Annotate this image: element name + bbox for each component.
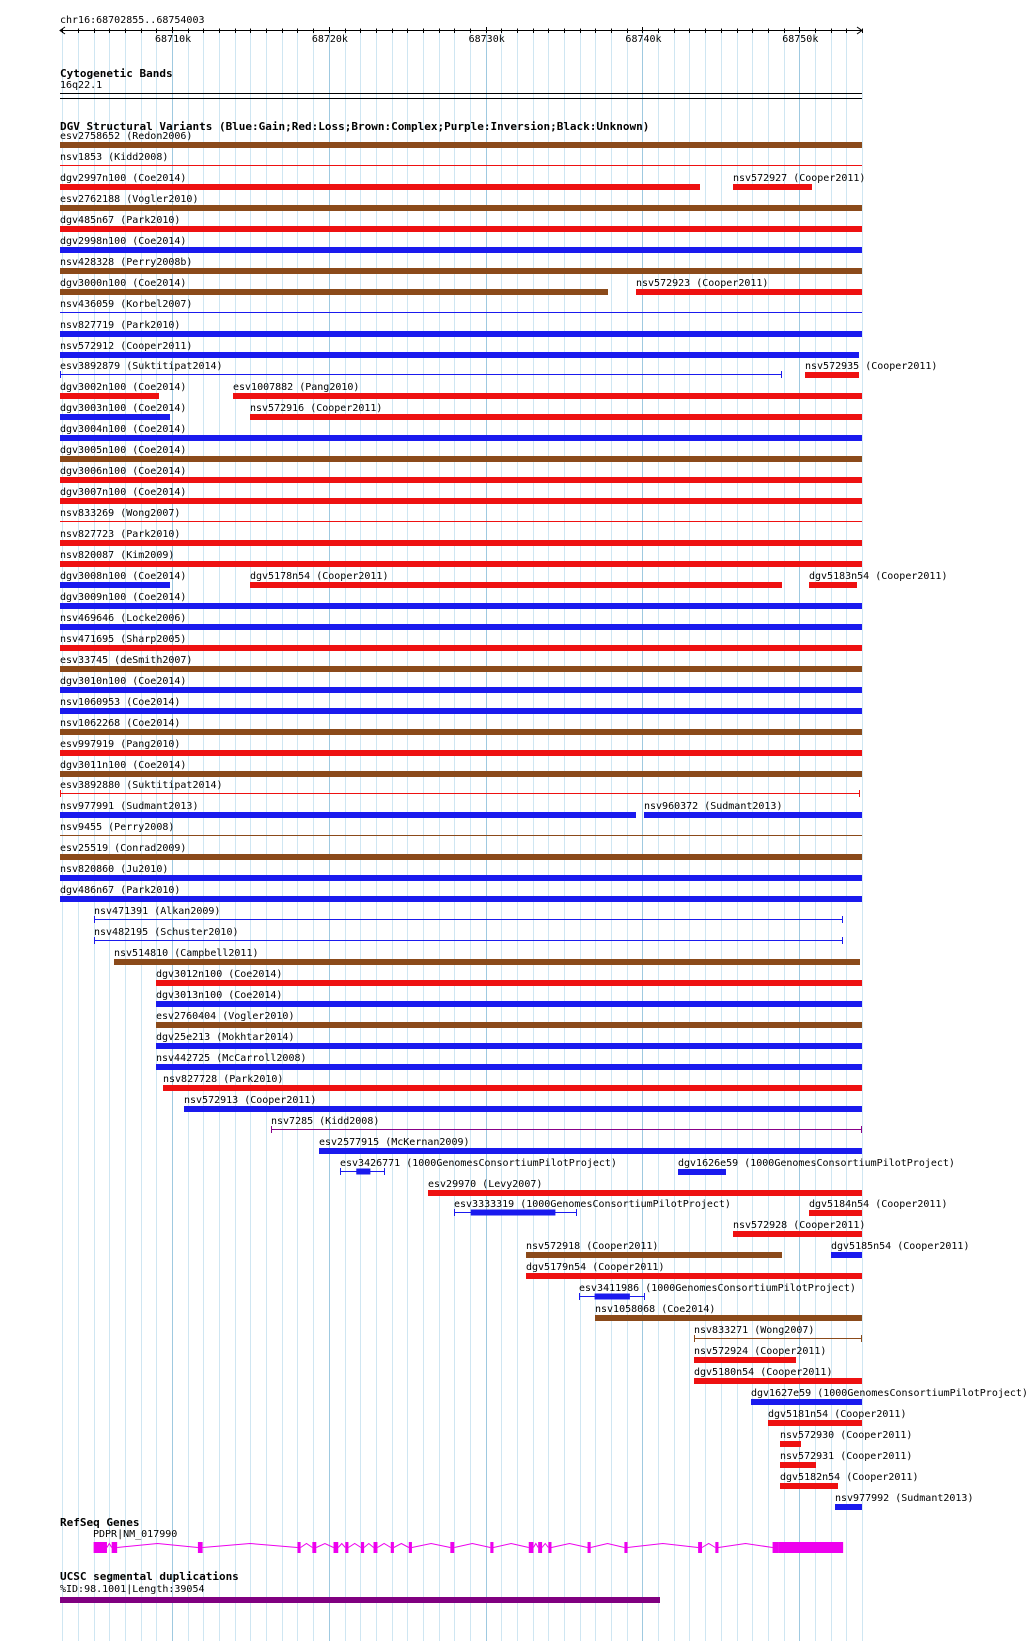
sv-label[interactable]: nsv827728 (Park2010) xyxy=(163,1073,284,1085)
gene-intron xyxy=(412,1544,450,1548)
track-separator xyxy=(60,98,862,99)
sv-feature[interactable] xyxy=(60,771,862,777)
ruler-position-label: chr16:68702855..68754003 xyxy=(60,15,205,26)
sv-label[interactable]: esv3426771 (1000GenomesConsortiumPilotProject) xyxy=(340,1157,617,1169)
gene-intron xyxy=(316,1544,333,1548)
sv-feature[interactable] xyxy=(60,521,862,522)
gene-exon xyxy=(374,1542,378,1553)
sv-label[interactable]: nsv572927 (Cooper2011) xyxy=(733,172,866,184)
sv-label[interactable]: esv997919 (Pang2010) xyxy=(60,738,181,750)
sv-label[interactable]: esv2762188 (Vogler2010) xyxy=(60,193,199,205)
sv-label[interactable]: dgv3013n100 (Coe2014) xyxy=(156,989,283,1001)
gene-intron xyxy=(493,1544,528,1548)
sv-label[interactable]: dgv485n67 (Park2010) xyxy=(60,214,181,226)
gene-intron xyxy=(117,1544,198,1548)
sv-feature[interactable] xyxy=(233,393,862,399)
sv-label[interactable]: nsv820087 (Kim2009) xyxy=(60,550,175,561)
sv-label[interactable]: dgv3010n100 (Coe2014) xyxy=(60,675,187,687)
sv-feature[interactable] xyxy=(780,1483,838,1489)
gene-exon xyxy=(538,1542,542,1553)
gene-intron xyxy=(551,1544,587,1548)
sv-feature[interactable] xyxy=(250,414,862,420)
sv-feature[interactable] xyxy=(60,582,170,588)
sv-feature[interactable] xyxy=(60,456,862,462)
sv-feature[interactable] xyxy=(114,959,860,965)
sv-label[interactable]: nsv572931 (Cooper2011) xyxy=(780,1450,913,1462)
gene-intron xyxy=(702,1544,715,1548)
sv-feature[interactable] xyxy=(60,666,862,672)
gene-exon xyxy=(588,1542,591,1553)
sv-label[interactable]: dgv5182n54 (Cooper2011) xyxy=(780,1471,919,1483)
sv-feature[interactable] xyxy=(60,370,784,380)
sv-label[interactable]: dgv3008n100 (Coe2014) xyxy=(60,570,187,582)
gene-intron xyxy=(533,1544,538,1548)
sv-feature[interactable] xyxy=(526,1273,862,1279)
sv-feature[interactable] xyxy=(644,812,862,818)
sv-label[interactable]: esv25519 (Conrad2009) xyxy=(60,843,187,855)
sv-feature[interactable] xyxy=(60,268,862,274)
sv-feature[interactable] xyxy=(60,393,159,399)
gene-exon xyxy=(715,1542,718,1553)
sv-feature[interactable] xyxy=(60,561,862,567)
sv-feature[interactable] xyxy=(94,915,845,925)
sv-feature[interactable] xyxy=(60,205,862,211)
sv-label[interactable]: dgv1626e59 (1000GenomesConsortiumPilotProject) xyxy=(678,1157,955,1169)
sv-feature[interactable] xyxy=(780,1441,801,1447)
sv-label[interactable]: nsv9455 (Perry2008) xyxy=(60,822,175,834)
sv-label[interactable]: dgv5183n54 (Cooper2011) xyxy=(809,570,948,582)
ruler-tick-label: 68710k xyxy=(155,34,192,45)
gene-intron xyxy=(718,1544,772,1548)
sv-label[interactable]: nsv572923 (Cooper2011) xyxy=(636,277,769,289)
sv-label[interactable]: nsv442725 (McCarroll2008) xyxy=(156,1052,307,1064)
gene-intron xyxy=(338,1544,345,1548)
sv-feature[interactable] xyxy=(340,1167,387,1177)
sv-label[interactable]: nsv572924 (Cooper2011) xyxy=(694,1346,827,1358)
sv-label[interactable]: nsv960372 (Sudmant2013) xyxy=(644,801,783,813)
sv-feature[interactable] xyxy=(60,498,862,504)
sv-label[interactable]: esv2758652 (Redon2006) xyxy=(60,131,193,142)
sv-label[interactable]: dgv3000n100 (Coe2014) xyxy=(60,277,187,289)
gene-intron xyxy=(301,1544,313,1548)
sv-feature[interactable] xyxy=(60,435,862,441)
sv-feature[interactable] xyxy=(60,854,862,860)
sv-feature[interactable] xyxy=(60,165,862,166)
sv-feature[interactable] xyxy=(250,582,782,588)
sv-label[interactable]: dgv5181n54 (Cooper2011) xyxy=(768,1408,907,1420)
sv-feature[interactable] xyxy=(184,1106,862,1112)
gene-exon xyxy=(698,1542,702,1553)
sv-feature[interactable] xyxy=(60,312,862,313)
gene-exon xyxy=(312,1542,316,1553)
sv-feature[interactable] xyxy=(831,1252,862,1258)
refseq-track-title: RefSeq Genes xyxy=(60,1516,140,1529)
sv-label[interactable]: nsv977991 (Sudmant2013) xyxy=(60,801,199,813)
dgv-track-title: DGV Structural Variants (Blue:Gain;Red:Loss;Brown:Complex;Purple:Inversion;Black:Unknown) xyxy=(60,120,650,133)
gene-exon xyxy=(778,1542,843,1553)
sv-feature[interactable] xyxy=(780,1462,816,1468)
sv-label[interactable]: dgv5180n54 (Cooper2011) xyxy=(694,1367,833,1379)
sv-feature[interactable] xyxy=(60,414,170,420)
sv-feature[interactable] xyxy=(60,247,862,253)
ruler-tick-label: 68720k xyxy=(311,34,348,45)
gene-intron xyxy=(107,1544,112,1548)
sv-feature[interactable] xyxy=(636,289,862,295)
sv-feature[interactable] xyxy=(60,184,700,190)
gene-exon xyxy=(334,1542,339,1553)
sv-block xyxy=(356,1168,370,1174)
sv-label[interactable]: esv3411986 (1000GenomesConsortiumPilotProject) xyxy=(579,1283,856,1295)
sv-label[interactable]: nsv820860 (Ju2010) xyxy=(60,864,169,876)
segdup-label: %ID:98.1001|Length:39054 xyxy=(60,1584,205,1595)
sv-label[interactable]: nsv428328 (Perry2008b) xyxy=(60,256,193,268)
sv-feature[interactable] xyxy=(751,1399,862,1405)
coordinate-ruler xyxy=(0,0,890,60)
sv-feature[interactable] xyxy=(60,352,859,358)
sv-label[interactable]: esv33745 (deSmith2007) xyxy=(60,654,193,666)
sv-feature[interactable] xyxy=(694,1334,864,1344)
sv-label[interactable]: nsv827723 (Park2010) xyxy=(60,529,181,541)
cytoband-bar xyxy=(60,93,862,94)
sv-label[interactable]: dgv5185n54 (Cooper2011) xyxy=(831,1241,970,1253)
sv-label[interactable]: dgv5179n54 (Cooper2011) xyxy=(526,1262,665,1274)
sv-feature[interactable] xyxy=(694,1357,796,1363)
sv-feature[interactable] xyxy=(60,729,862,735)
sv-feature[interactable] xyxy=(60,812,636,818)
sv-label[interactable]: nsv572913 (Cooper2011) xyxy=(184,1094,317,1106)
gene-exon xyxy=(490,1542,493,1553)
sv-label[interactable]: esv3333319 (1000GenomesConsortiumPilotProject) xyxy=(454,1199,731,1211)
sv-label[interactable]: nsv436059 (Korbel2007) xyxy=(60,298,193,310)
sv-feature[interactable] xyxy=(60,750,862,756)
sv-feature[interactable] xyxy=(60,835,862,836)
sv-label[interactable]: nsv1058068 (Coe2014) xyxy=(595,1304,716,1316)
sv-feature[interactable] xyxy=(60,708,862,714)
gene-exon xyxy=(409,1542,412,1553)
sv-label[interactable]: dgv3002n100 (Coe2014) xyxy=(60,382,187,394)
sv-label[interactable]: nsv572935 (Cooper2011) xyxy=(805,361,938,373)
sv-label[interactable]: nsv482195 (Schuster2010) xyxy=(94,927,239,939)
cytoband-label: 16q22.1 xyxy=(60,80,103,91)
gene-exon xyxy=(94,1542,107,1553)
sv-label[interactable]: dgv3009n100 (Coe2014) xyxy=(60,591,187,603)
ruler-tick-label: 68740k xyxy=(625,34,662,45)
sv-label[interactable]: esv2577915 (McKernan2009) xyxy=(319,1136,470,1148)
refseq-gene-model[interactable] xyxy=(0,1540,890,1556)
gene-exon xyxy=(297,1542,300,1553)
sv-feature[interactable] xyxy=(60,624,862,630)
sv-label[interactable]: dgv3007n100 (Coe2014) xyxy=(60,487,187,499)
ruler-tick-label: 68730k xyxy=(468,34,505,45)
sv-feature[interactable] xyxy=(60,331,862,337)
sv-feature[interactable] xyxy=(60,226,862,232)
gene-exon xyxy=(773,1542,778,1553)
segdup-feature[interactable] xyxy=(60,1597,660,1603)
sv-label[interactable]: nsv833269 (Wong2007) xyxy=(60,508,181,520)
sv-feature[interactable] xyxy=(595,1315,862,1321)
gene-exon xyxy=(548,1542,551,1553)
sv-feature[interactable] xyxy=(60,477,862,483)
sv-block xyxy=(595,1294,630,1300)
sv-label[interactable]: nsv1853 (Kidd2008) xyxy=(60,151,169,163)
sv-label[interactable]: dgv5178n54 (Cooper2011) xyxy=(250,570,389,582)
sv-label[interactable]: dgv3012n100 (Coe2014) xyxy=(156,969,283,980)
sv-feature[interactable] xyxy=(805,372,859,378)
sv-label[interactable]: esv3892880 (Suktitipat2014) xyxy=(60,780,223,792)
sv-feature[interactable] xyxy=(156,980,862,986)
sv-label[interactable]: dgv486n67 (Park2010) xyxy=(60,885,181,897)
gene-exon xyxy=(529,1542,534,1553)
sv-label[interactable]: nsv7285 (Kidd2008) xyxy=(271,1115,380,1127)
sv-label[interactable]: nsv572930 (Cooper2011) xyxy=(780,1429,913,1441)
sv-label[interactable]: dgv2997n100 (Coe2014) xyxy=(60,172,187,184)
gene-intron xyxy=(203,1544,298,1548)
sv-feature[interactable] xyxy=(60,142,862,148)
sv-feature[interactable] xyxy=(156,1043,862,1049)
sv-label[interactable]: nsv572928 (Cooper2011) xyxy=(733,1220,866,1232)
gene-intron xyxy=(394,1544,409,1548)
sv-feature[interactable] xyxy=(60,687,862,693)
gene-exon xyxy=(361,1542,364,1553)
gene-exon xyxy=(345,1542,348,1553)
sv-label[interactable]: dgv3004n100 (Coe2014) xyxy=(60,424,187,436)
gene-intron xyxy=(377,1544,390,1548)
sv-feature[interactable] xyxy=(94,936,845,946)
gene-exon xyxy=(624,1542,627,1553)
cytoband-track-title: Cytogenetic Bands xyxy=(60,67,173,80)
sv-label[interactable]: esv2760404 (Vogler2010) xyxy=(156,1010,295,1022)
sv-feature[interactable] xyxy=(579,1292,647,1302)
sv-label[interactable]: esv1007882 (Pang2010) xyxy=(233,382,360,394)
sv-feature[interactable] xyxy=(60,875,862,881)
sv-feature[interactable] xyxy=(526,1252,782,1258)
segdup-track-title: UCSC segmental duplications xyxy=(60,1570,239,1583)
sv-feature[interactable] xyxy=(809,582,857,588)
sv-feature[interactable] xyxy=(156,1064,862,1070)
sv-label[interactable]: esv29970 (Levy2007) xyxy=(428,1178,543,1190)
gene-exon xyxy=(198,1542,203,1553)
sv-feature[interactable] xyxy=(733,184,812,190)
sv-label[interactable]: nsv572912 (Cooper2011) xyxy=(60,340,193,352)
sv-label[interactable]: dgv25e213 (Mokhtar2014) xyxy=(156,1031,295,1043)
refseq-gene-label: PDPR|NM_017990 xyxy=(93,1529,178,1540)
sv-label[interactable]: dgv2998n100 (Coe2014) xyxy=(60,235,187,247)
sv-feature[interactable] xyxy=(60,540,862,546)
sv-label[interactable]: dgv3005n100 (Coe2014) xyxy=(60,445,187,457)
sv-feature[interactable] xyxy=(768,1420,862,1426)
sv-label[interactable]: dgv5184n54 (Cooper2011) xyxy=(809,1199,948,1211)
sv-label[interactable]: nsv469646 (Locke2006) xyxy=(60,612,187,624)
gene-intron xyxy=(348,1544,361,1548)
ruler-tick-label: 68750k xyxy=(782,34,819,45)
sv-feature[interactable] xyxy=(733,1231,862,1237)
sv-feature[interactable] xyxy=(156,1022,862,1028)
sv-block xyxy=(471,1210,556,1216)
sv-label[interactable]: nsv572916 (Cooper2011) xyxy=(250,403,383,415)
sv-label[interactable]: nsv471695 (Sharp2005) xyxy=(60,633,187,645)
sv-feature[interactable] xyxy=(60,896,862,902)
sv-feature[interactable] xyxy=(694,1378,862,1384)
gene-intron xyxy=(454,1544,490,1548)
sv-feature[interactable] xyxy=(60,789,862,799)
sv-label[interactable]: dgv3006n100 (Coe2014) xyxy=(60,466,187,478)
sv-feature[interactable] xyxy=(428,1190,862,1196)
sv-label[interactable]: nsv514810 (Campbell2011) xyxy=(114,948,259,960)
sv-feature[interactable] xyxy=(319,1148,862,1154)
sv-label[interactable]: nsv833271 (Wong2007) xyxy=(694,1325,815,1337)
sv-label[interactable]: dgv1627e59 (1000GenomesConsortiumPilotProject) xyxy=(751,1388,1028,1399)
sv-label[interactable]: nsv977992 (Sudmant2013) xyxy=(835,1492,974,1504)
sv-feature[interactable] xyxy=(60,645,862,651)
gene-intron xyxy=(591,1544,625,1548)
sv-label[interactable]: nsv572918 (Cooper2011) xyxy=(526,1241,659,1253)
sv-label[interactable]: nsv471391 (Alkan2009) xyxy=(94,906,221,918)
sv-feature[interactable] xyxy=(156,1001,862,1007)
sv-label[interactable]: esv3892879 (Suktitipat2014) xyxy=(60,361,223,373)
sv-feature[interactable] xyxy=(271,1125,864,1135)
sv-feature[interactable] xyxy=(60,289,608,295)
gene-intron xyxy=(542,1544,548,1548)
sv-feature[interactable] xyxy=(809,1210,862,1216)
sv-label[interactable]: dgv3003n100 (Coe2014) xyxy=(60,403,187,415)
sv-label[interactable]: nsv1060953 (Coe2014) xyxy=(60,696,181,708)
sv-feature[interactable] xyxy=(60,603,862,609)
gene-intron xyxy=(628,1544,699,1548)
sv-feature[interactable] xyxy=(678,1169,726,1175)
gene-intron xyxy=(364,1544,373,1548)
gene-exon xyxy=(112,1542,117,1553)
gene-exon xyxy=(450,1542,454,1553)
sv-feature[interactable] xyxy=(163,1085,862,1091)
sv-label[interactable]: dgv3011n100 (Coe2014) xyxy=(60,759,187,771)
sv-label[interactable]: nsv1062268 (Coe2014) xyxy=(60,717,181,729)
sv-label[interactable]: nsv827719 (Park2010) xyxy=(60,319,181,331)
gene-exon xyxy=(391,1542,394,1553)
sv-feature[interactable] xyxy=(835,1504,862,1510)
sv-feature[interactable] xyxy=(454,1208,579,1218)
